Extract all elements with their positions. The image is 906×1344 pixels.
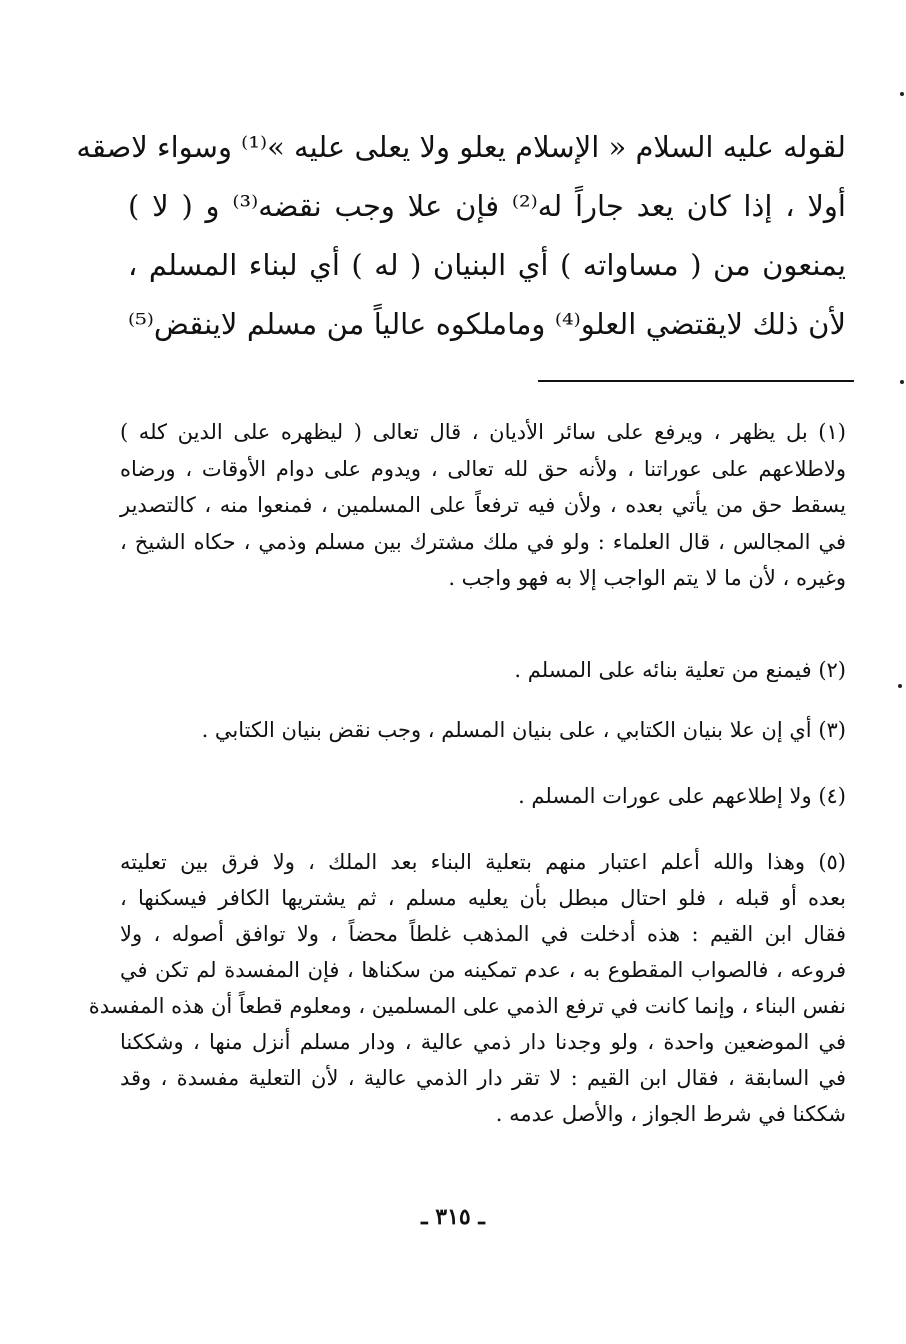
footnote-3 xyxy=(120,712,846,749)
footnote-line: (٥) وهذا والله أعلم اعتبار منهم بتعلية البناء بعد الملك ، ولا فرق بين تعليته xyxy=(120,850,846,874)
footnote-line: فقال ابن القيم : هذه أدخلت في المذهب غلطاً محضاً ، ولا توافق أصوله ، ولا xyxy=(120,922,846,946)
footnote-line: في المجالس ، قال العلماء : ولو في ملك مشترك بين مسلم وذمي ، حكاه الشيخ ، xyxy=(120,529,846,554)
footnote-line: ولاطلاعهم على عوراتنا ، ولأنه حق لله تعالى ، ويدوم على دوام الأوقات ، ورضاه xyxy=(120,456,846,481)
footnote-2 xyxy=(120,652,846,689)
footnote-5 xyxy=(88,844,846,1132)
main-text-line: لقوله عليه السلام « الإسلام يعلو ولا يعلى عليه »⁽¹⁾ وسواء لاصقه xyxy=(76,130,846,164)
main-text-line: لأن ذلك لايقتضي العلو⁽⁴⁾ وماملكوه عالياً من مسلم لاينقض⁽⁵⁾ xyxy=(128,307,847,341)
footnote-line: وغيره ، لأن ما لا يتم الواجب إلا به فهو واجب . xyxy=(448,566,846,590)
footnote-separator xyxy=(538,380,854,382)
footnote-line: في الموضعين واحدة ، ولو وجدنا دار ذمي عالية ، ودار مسلم أنزل منها ، وشككنا xyxy=(120,1030,846,1054)
main-text-line: يمنعون من ( مساواته ) أي البنيان ( له ) أي لبناء المسلم ، xyxy=(128,248,846,282)
footnote-4 xyxy=(120,778,846,815)
footnote-line: يسقط حق من يأتي بعده ، ولأن فيه ترفعاً على المسلمين ، فمنعوا منه ، كالتصدير xyxy=(120,493,846,517)
footnote-line: في السابقة ، فقال ابن القيم : لا تقر دار الذمي عالية ، لأن التعلية مفسدة ، وقد xyxy=(120,1066,846,1090)
scan-speck xyxy=(900,380,904,384)
footnote-line: نفس البناء ، وإنما كانت في ترفع الذمي على المسلمين ، ومعلوم قطعاً أن هذه المفسدة xyxy=(88,994,846,1018)
footnote-line: شككنا في شرط الجواز ، والأصل عدمه . xyxy=(495,1102,846,1126)
footnote-line: بعده أو قبله ، فلو احتال مبطل بأن يعليه مسلم ، ثم يشتريها الكافر فيسكنها ، xyxy=(120,886,846,910)
footnote-line: (٢) فيمنع من تعلية بنائه على المسلم . xyxy=(514,658,846,682)
footnote-line: فروعه ، فالصواب المقطوع به ، عدم تمكينه من سكناها ، فإن المفسدة لم تكن في xyxy=(120,958,846,982)
footnote-line: (١) بل يظهر ، ويرفع على سائر الأديان ، قال تعالى ( ليظهره على الدين كله ) xyxy=(120,420,846,444)
scan-speck xyxy=(900,92,904,96)
footnote-line: (٤) ولا إطلاعهم على عورات المسلم . xyxy=(518,784,846,808)
page-number: ـ ٣١٥ ـ xyxy=(421,1204,485,1230)
footnote-1 xyxy=(120,414,846,597)
scan-speck xyxy=(898,684,902,688)
main-text-line: أولا ، إذا كان يعد جاراً له⁽²⁾ فإن علا وجب نقضه⁽³⁾ و ( لا ) xyxy=(128,189,846,223)
footnote-line: (٣) أي إن علا بنيان الكتابي ، على بنيان المسلم ، وجب نقض بنيان الكتابي . xyxy=(201,718,846,742)
main-text xyxy=(76,118,847,354)
